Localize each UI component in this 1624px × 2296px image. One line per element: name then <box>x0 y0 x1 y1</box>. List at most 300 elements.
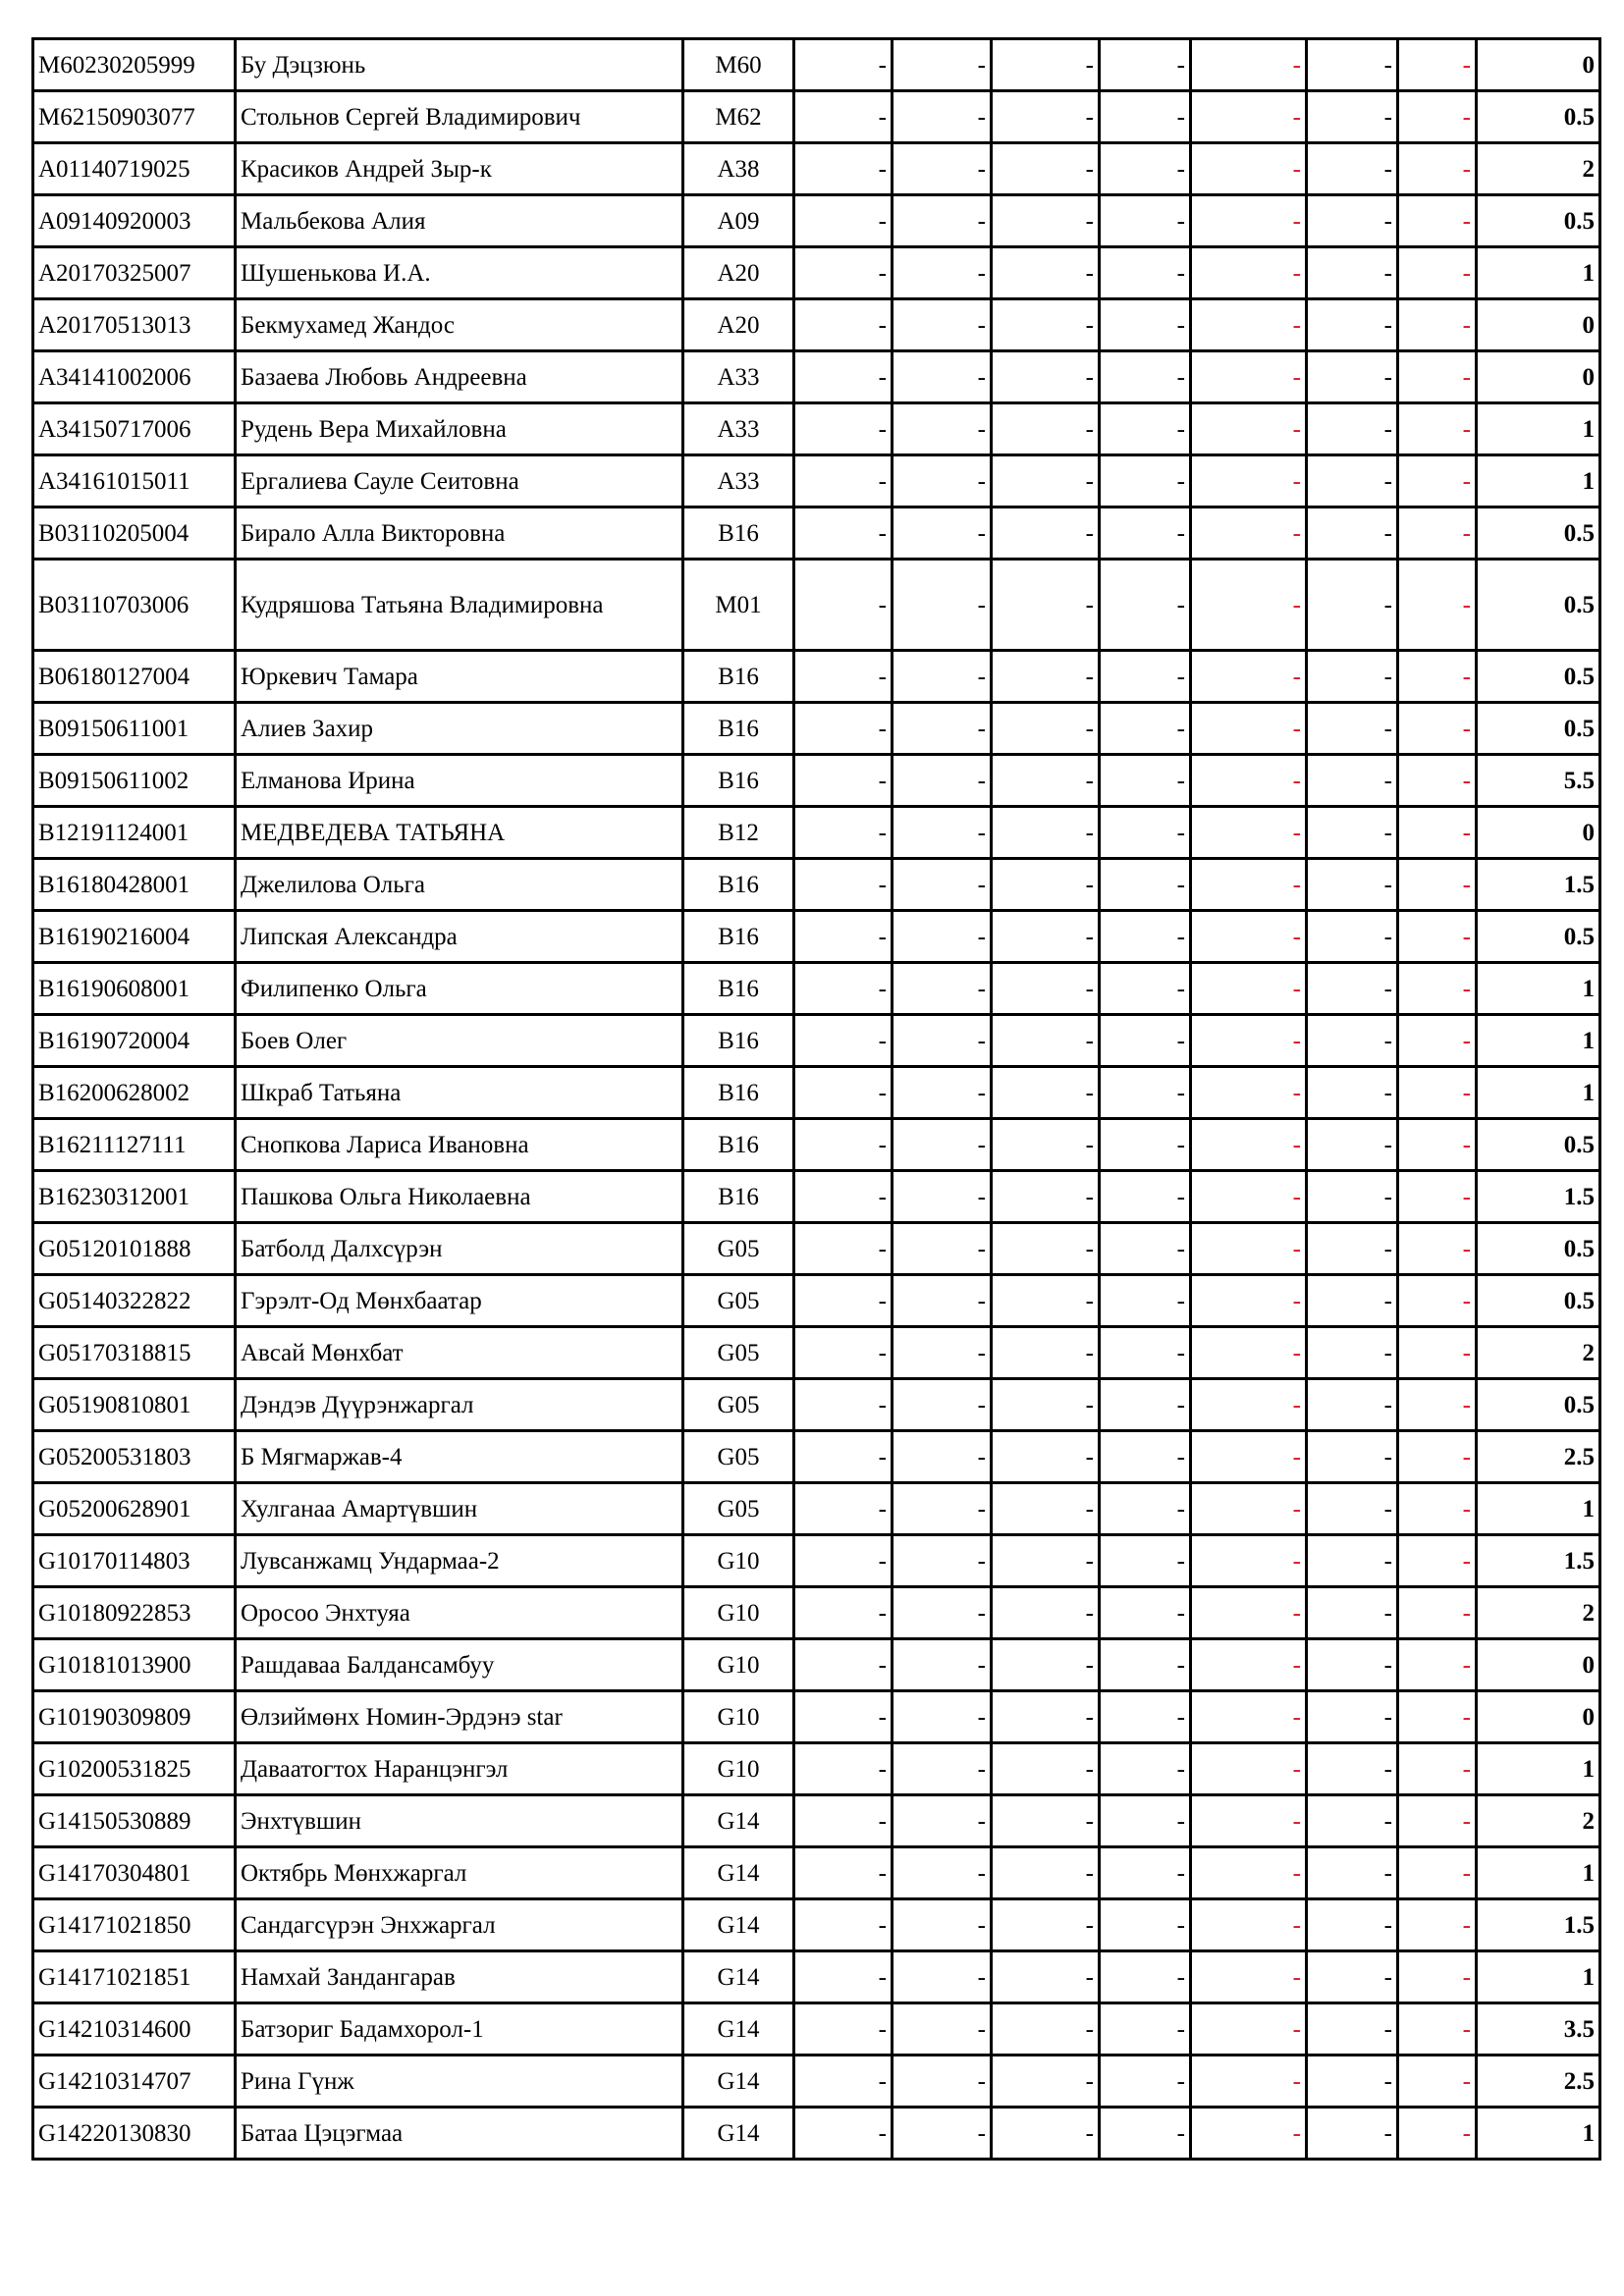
round-3-cell: - <box>992 1847 1100 1899</box>
participant-name-cell: Б Мягмаржав-4 <box>236 1431 683 1483</box>
round-4-cell: - <box>1100 911 1191 963</box>
round-5-cell: - <box>1191 1743 1307 1795</box>
round-4-cell: - <box>1100 195 1191 247</box>
round-5-cell: - <box>1191 2003 1307 2056</box>
round-6-cell: - <box>1307 703 1398 755</box>
round-6-cell: - <box>1307 299 1398 351</box>
total-score-cell: 2.5 <box>1477 1431 1600 1483</box>
round-4-cell: - <box>1100 1899 1191 1951</box>
table-row <box>33 247 1600 299</box>
round-6-cell: - <box>1307 755 1398 807</box>
round-5-cell: - <box>1191 2056 1307 2108</box>
round-4-cell: - <box>1100 2003 1191 2056</box>
round-4-cell: - <box>1100 351 1191 403</box>
round-2-cell: - <box>893 1483 992 1535</box>
participant-id-cell: B06180127004 <box>33 651 236 703</box>
round-2-cell: - <box>893 1587 992 1639</box>
round-6-cell: - <box>1307 507 1398 560</box>
round-7-cell: - <box>1398 560 1477 651</box>
round-3-cell: - <box>992 1431 1100 1483</box>
participant-id-cell: G14210314707 <box>33 2056 236 2108</box>
round-5-cell: - <box>1191 455 1307 507</box>
participant-id-cell: G05190810801 <box>33 1379 236 1431</box>
round-2-cell: - <box>893 507 992 560</box>
participant-name-cell: Липская Александра <box>236 911 683 963</box>
round-2-cell: - <box>893 560 992 651</box>
round-6-cell: - <box>1307 195 1398 247</box>
total-score-cell: 0 <box>1477 299 1600 351</box>
round-1-cell: - <box>794 807 893 859</box>
round-2-cell: - <box>893 1171 992 1223</box>
round-3-cell: - <box>992 2003 1100 2056</box>
round-5-cell: - <box>1191 403 1307 455</box>
participant-name-cell: МЕДВЕДЕВА ТАТЬЯНА <box>236 807 683 859</box>
table-row <box>33 963 1600 1015</box>
round-2-cell: - <box>893 143 992 195</box>
round-4-cell: - <box>1100 963 1191 1015</box>
total-score-cell: 0 <box>1477 351 1600 403</box>
round-5-cell: - <box>1191 247 1307 299</box>
round-3-cell: - <box>992 651 1100 703</box>
round-5-cell: - <box>1191 2108 1307 2160</box>
round-6-cell: - <box>1307 807 1398 859</box>
table-row <box>33 1691 1600 1743</box>
round-4-cell: - <box>1100 859 1191 911</box>
round-4-cell: - <box>1100 1743 1191 1795</box>
participant-name-cell: Оросоо Энхтуяа <box>236 1587 683 1639</box>
group-code-cell: B16 <box>683 1015 794 1067</box>
round-7-cell: - <box>1398 963 1477 1015</box>
round-6-cell: - <box>1307 455 1398 507</box>
participant-id-cell: B09150611002 <box>33 755 236 807</box>
participant-id-cell: G14171021850 <box>33 1899 236 1951</box>
round-2-cell: - <box>893 39 992 91</box>
round-7-cell: - <box>1398 403 1477 455</box>
round-4-cell: - <box>1100 1535 1191 1587</box>
participant-name-cell: Авсай Мөнхбат <box>236 1327 683 1379</box>
participant-id-cell: G10200531825 <box>33 1743 236 1795</box>
round-6-cell: - <box>1307 1951 1398 2003</box>
participant-name-cell: Хулганаа Амартүвшин <box>236 1483 683 1535</box>
round-4-cell: - <box>1100 91 1191 143</box>
total-score-cell: 0 <box>1477 807 1600 859</box>
participant-name-cell: Елманова Ирина <box>236 755 683 807</box>
participant-name-cell: Намхай Зандангарав <box>236 1951 683 2003</box>
group-code-cell: G10 <box>683 1587 794 1639</box>
round-7-cell: - <box>1398 1691 1477 1743</box>
round-1-cell: - <box>794 1483 893 1535</box>
table-row <box>33 1223 1600 1275</box>
round-6-cell: - <box>1307 1691 1398 1743</box>
participant-id-cell: A20170325007 <box>33 247 236 299</box>
group-code-cell: B16 <box>683 1171 794 1223</box>
total-score-cell: 0 <box>1477 1639 1600 1691</box>
round-2-cell: - <box>893 651 992 703</box>
round-6-cell: - <box>1307 1015 1398 1067</box>
participant-id-cell: G14171021851 <box>33 1951 236 2003</box>
round-6-cell: - <box>1307 351 1398 403</box>
round-2-cell: - <box>893 2056 992 2108</box>
round-1-cell: - <box>794 455 893 507</box>
round-6-cell: - <box>1307 560 1398 651</box>
table-row <box>33 560 1600 651</box>
round-1-cell: - <box>794 2056 893 2108</box>
round-5-cell: - <box>1191 507 1307 560</box>
round-6-cell: - <box>1307 403 1398 455</box>
round-7-cell: - <box>1398 807 1477 859</box>
participant-name-cell: Лувсанжамц Ундармаа-2 <box>236 1535 683 1587</box>
table-row <box>33 1431 1600 1483</box>
round-7-cell: - <box>1398 143 1477 195</box>
participant-id-cell: B12191124001 <box>33 807 236 859</box>
round-7-cell: - <box>1398 1951 1477 2003</box>
group-code-cell: G14 <box>683 1951 794 2003</box>
total-score-cell: 0.5 <box>1477 91 1600 143</box>
round-5-cell: - <box>1191 703 1307 755</box>
round-6-cell: - <box>1307 1743 1398 1795</box>
round-3-cell: - <box>992 1899 1100 1951</box>
round-7-cell: - <box>1398 1119 1477 1171</box>
total-score-cell: 0 <box>1477 1691 1600 1743</box>
round-5-cell: - <box>1191 1951 1307 2003</box>
round-1-cell: - <box>794 560 893 651</box>
round-2-cell: - <box>893 1379 992 1431</box>
table-row <box>33 1275 1600 1327</box>
total-score-cell: 2.5 <box>1477 2056 1600 2108</box>
participant-id-cell: G14150530889 <box>33 1795 236 1847</box>
round-7-cell: - <box>1398 1015 1477 1067</box>
round-3-cell: - <box>992 1951 1100 2003</box>
round-2-cell: - <box>893 1899 992 1951</box>
round-3-cell: - <box>992 1327 1100 1379</box>
round-7-cell: - <box>1398 911 1477 963</box>
participant-id-cell: B03110703006 <box>33 560 236 651</box>
participant-id-cell: G10190309809 <box>33 1691 236 1743</box>
participant-id-cell: A34161015011 <box>33 455 236 507</box>
participant-name-cell: Снопкова Лариса Ивановна <box>236 1119 683 1171</box>
table-row <box>33 1951 1600 2003</box>
round-7-cell: - <box>1398 247 1477 299</box>
results-table <box>31 37 1601 2161</box>
round-7-cell: - <box>1398 507 1477 560</box>
participant-name-cell: Ергалиева Сауле Сеитовна <box>236 455 683 507</box>
round-7-cell: - <box>1398 1535 1477 1587</box>
total-score-cell: 1 <box>1477 455 1600 507</box>
participant-id-cell: G10170114803 <box>33 1535 236 1587</box>
group-code-cell: G14 <box>683 1847 794 1899</box>
round-5-cell: - <box>1191 963 1307 1015</box>
round-4-cell: - <box>1100 507 1191 560</box>
table-row <box>33 91 1600 143</box>
participant-name-cell: Филипенко Ольга <box>236 963 683 1015</box>
round-4-cell: - <box>1100 247 1191 299</box>
participant-name-cell: Дэндэв Дүүрэнжаргал <box>236 1379 683 1431</box>
participant-name-cell: Джелилова Ольга <box>236 859 683 911</box>
round-3-cell: - <box>992 1119 1100 1171</box>
round-4-cell: - <box>1100 1795 1191 1847</box>
round-4-cell: - <box>1100 403 1191 455</box>
round-2-cell: - <box>893 1639 992 1691</box>
round-3-cell: - <box>992 1171 1100 1223</box>
round-3-cell: - <box>992 1535 1100 1587</box>
round-7-cell: - <box>1398 1327 1477 1379</box>
participant-name-cell: Батаа Цэцэгмаа <box>236 2108 683 2160</box>
round-6-cell: - <box>1307 1639 1398 1691</box>
total-score-cell: 1.5 <box>1477 1899 1600 1951</box>
total-score-cell: 1.5 <box>1477 859 1600 911</box>
table-row <box>33 403 1600 455</box>
participant-id-cell: G14220130830 <box>33 2108 236 2160</box>
round-7-cell: - <box>1398 1899 1477 1951</box>
round-6-cell: - <box>1307 1327 1398 1379</box>
round-1-cell: - <box>794 1639 893 1691</box>
round-2-cell: - <box>893 299 992 351</box>
total-score-cell: 1 <box>1477 1483 1600 1535</box>
participant-id-cell: B16230312001 <box>33 1171 236 1223</box>
round-4-cell: - <box>1100 1223 1191 1275</box>
round-7-cell: - <box>1398 1847 1477 1899</box>
round-1-cell: - <box>794 403 893 455</box>
table-row <box>33 1639 1600 1691</box>
round-1-cell: - <box>794 1847 893 1899</box>
round-4-cell: - <box>1100 299 1191 351</box>
round-3-cell: - <box>992 911 1100 963</box>
round-2-cell: - <box>893 1223 992 1275</box>
round-2-cell: - <box>893 91 992 143</box>
round-5-cell: - <box>1191 1691 1307 1743</box>
round-3-cell: - <box>992 1067 1100 1119</box>
round-1-cell: - <box>794 963 893 1015</box>
round-4-cell: - <box>1100 1275 1191 1327</box>
round-2-cell: - <box>893 403 992 455</box>
total-score-cell: 0.5 <box>1477 560 1600 651</box>
total-score-cell: 0 <box>1477 39 1600 91</box>
round-1-cell: - <box>794 2108 893 2160</box>
participant-name-cell: Бирало Алла Викторовна <box>236 507 683 560</box>
round-7-cell: - <box>1398 195 1477 247</box>
round-3-cell: - <box>992 703 1100 755</box>
round-2-cell: - <box>893 247 992 299</box>
participant-id-cell: B16211127111 <box>33 1119 236 1171</box>
participant-id-cell: G14170304801 <box>33 1847 236 1899</box>
round-1-cell: - <box>794 91 893 143</box>
participant-id-cell: G05200628901 <box>33 1483 236 1535</box>
group-code-cell: B16 <box>683 703 794 755</box>
round-7-cell: - <box>1398 703 1477 755</box>
participant-name-cell: Боев Олег <box>236 1015 683 1067</box>
round-4-cell: - <box>1100 39 1191 91</box>
round-1-cell: - <box>794 299 893 351</box>
round-7-cell: - <box>1398 91 1477 143</box>
table-row <box>33 455 1600 507</box>
round-1-cell: - <box>794 1067 893 1119</box>
total-score-cell: 1 <box>1477 1067 1600 1119</box>
participant-name-cell: Рашдаваа Балдансамбуу <box>236 1639 683 1691</box>
participant-name-cell: Бекмухамед Жандос <box>236 299 683 351</box>
total-score-cell: 0.5 <box>1477 703 1600 755</box>
round-5-cell: - <box>1191 1067 1307 1119</box>
table-row <box>33 703 1600 755</box>
table-row <box>33 2108 1600 2160</box>
round-6-cell: - <box>1307 91 1398 143</box>
participant-name-cell: Кудряшова Татьяна Владимировна <box>236 560 683 651</box>
participant-id-cell: B16190608001 <box>33 963 236 1015</box>
total-score-cell: 0.5 <box>1477 507 1600 560</box>
round-2-cell: - <box>893 1535 992 1587</box>
participant-id-cell: G10181013900 <box>33 1639 236 1691</box>
group-code-cell: A38 <box>683 143 794 195</box>
total-score-cell: 1.5 <box>1477 1171 1600 1223</box>
round-2-cell: - <box>893 1951 992 2003</box>
round-6-cell: - <box>1307 1899 1398 1951</box>
round-5-cell: - <box>1191 1535 1307 1587</box>
round-1-cell: - <box>794 1275 893 1327</box>
participant-name-cell: Рина Гүнж <box>236 2056 683 2108</box>
table-row <box>33 1379 1600 1431</box>
round-1-cell: - <box>794 1535 893 1587</box>
round-2-cell: - <box>893 455 992 507</box>
table-row <box>33 859 1600 911</box>
round-3-cell: - <box>992 1587 1100 1639</box>
round-3-cell: - <box>992 1483 1100 1535</box>
round-7-cell: - <box>1398 1275 1477 1327</box>
table-row <box>33 39 1600 91</box>
participant-name-cell: Красиков Андрей Зыр-к <box>236 143 683 195</box>
round-6-cell: - <box>1307 143 1398 195</box>
group-code-cell: G05 <box>683 1275 794 1327</box>
table-row <box>33 299 1600 351</box>
total-score-cell: 1 <box>1477 1847 1600 1899</box>
round-4-cell: - <box>1100 2056 1191 2108</box>
round-7-cell: - <box>1398 455 1477 507</box>
table-row <box>33 1015 1600 1067</box>
round-1-cell: - <box>794 1691 893 1743</box>
round-1-cell: - <box>794 1899 893 1951</box>
table-row <box>33 507 1600 560</box>
round-3-cell: - <box>992 91 1100 143</box>
participant-name-cell: Даваатогтох Наранцэнгэл <box>236 1743 683 1795</box>
participant-name-cell: Шушенькова И.А. <box>236 247 683 299</box>
total-score-cell: 1 <box>1477 1951 1600 2003</box>
round-4-cell: - <box>1100 143 1191 195</box>
total-score-cell: 0.5 <box>1477 651 1600 703</box>
group-code-cell: G05 <box>683 1327 794 1379</box>
group-code-cell: B16 <box>683 651 794 703</box>
total-score-cell: 1 <box>1477 963 1600 1015</box>
group-code-cell: A33 <box>683 351 794 403</box>
round-1-cell: - <box>794 247 893 299</box>
participant-id-cell: A34150717006 <box>33 403 236 455</box>
round-3-cell: - <box>992 1223 1100 1275</box>
total-score-cell: 1 <box>1477 2108 1600 2160</box>
group-code-cell: G14 <box>683 2108 794 2160</box>
participant-name-cell: Батзориг Бадамхорол-1 <box>236 2003 683 2056</box>
round-6-cell: - <box>1307 859 1398 911</box>
group-code-cell: G14 <box>683 1795 794 1847</box>
table-row <box>33 1171 1600 1223</box>
participant-id-cell: B16190216004 <box>33 911 236 963</box>
table-row <box>33 1795 1600 1847</box>
round-6-cell: - <box>1307 1795 1398 1847</box>
round-1-cell: - <box>794 703 893 755</box>
group-code-cell: G14 <box>683 2056 794 2108</box>
total-score-cell: 2 <box>1477 1587 1600 1639</box>
round-7-cell: - <box>1398 1379 1477 1431</box>
round-1-cell: - <box>794 859 893 911</box>
group-code-cell: A33 <box>683 455 794 507</box>
round-5-cell: - <box>1191 1171 1307 1223</box>
round-2-cell: - <box>893 859 992 911</box>
table-row <box>33 2056 1600 2108</box>
round-7-cell: - <box>1398 1171 1477 1223</box>
participant-name-cell: Шкраб Татьяна <box>236 1067 683 1119</box>
round-1-cell: - <box>794 1379 893 1431</box>
total-score-cell: 0.5 <box>1477 1223 1600 1275</box>
round-6-cell: - <box>1307 911 1398 963</box>
round-7-cell: - <box>1398 39 1477 91</box>
round-7-cell: - <box>1398 1223 1477 1275</box>
round-2-cell: - <box>893 963 992 1015</box>
round-1-cell: - <box>794 1171 893 1223</box>
total-score-cell: 0.5 <box>1477 195 1600 247</box>
participant-id-cell: A09140920003 <box>33 195 236 247</box>
round-1-cell: - <box>794 39 893 91</box>
round-4-cell: - <box>1100 755 1191 807</box>
round-7-cell: - <box>1398 651 1477 703</box>
round-3-cell: - <box>992 455 1100 507</box>
round-1-cell: - <box>794 195 893 247</box>
group-code-cell: B16 <box>683 755 794 807</box>
group-code-cell: M01 <box>683 560 794 651</box>
participant-name-cell: Батболд Далхсүрэн <box>236 1223 683 1275</box>
round-6-cell: - <box>1307 1275 1398 1327</box>
round-5-cell: - <box>1191 195 1307 247</box>
round-6-cell: - <box>1307 2003 1398 2056</box>
group-code-cell: G10 <box>683 1691 794 1743</box>
round-6-cell: - <box>1307 1431 1398 1483</box>
round-3-cell: - <box>992 1743 1100 1795</box>
round-4-cell: - <box>1100 1067 1191 1119</box>
participant-id-cell: B16180428001 <box>33 859 236 911</box>
group-code-cell: G10 <box>683 1743 794 1795</box>
table-row <box>33 351 1600 403</box>
round-7-cell: - <box>1398 2003 1477 2056</box>
round-1-cell: - <box>794 143 893 195</box>
round-2-cell: - <box>893 1743 992 1795</box>
round-5-cell: - <box>1191 1327 1307 1379</box>
table-body <box>33 39 1600 2160</box>
round-3-cell: - <box>992 351 1100 403</box>
group-code-cell: M62 <box>683 91 794 143</box>
round-6-cell: - <box>1307 2056 1398 2108</box>
total-score-cell: 0.5 <box>1477 1379 1600 1431</box>
round-2-cell: - <box>893 2003 992 2056</box>
participant-id-cell: G10180922853 <box>33 1587 236 1639</box>
round-5-cell: - <box>1191 755 1307 807</box>
round-2-cell: - <box>893 195 992 247</box>
round-5-cell: - <box>1191 1587 1307 1639</box>
round-3-cell: - <box>992 1379 1100 1431</box>
round-3-cell: - <box>992 195 1100 247</box>
round-4-cell: - <box>1100 1119 1191 1171</box>
table-row <box>33 911 1600 963</box>
round-1-cell: - <box>794 1795 893 1847</box>
group-code-cell: B12 <box>683 807 794 859</box>
round-1-cell: - <box>794 1587 893 1639</box>
round-4-cell: - <box>1100 703 1191 755</box>
round-4-cell: - <box>1100 1015 1191 1067</box>
participant-name-cell: Рудень Вера Михайловна <box>236 403 683 455</box>
